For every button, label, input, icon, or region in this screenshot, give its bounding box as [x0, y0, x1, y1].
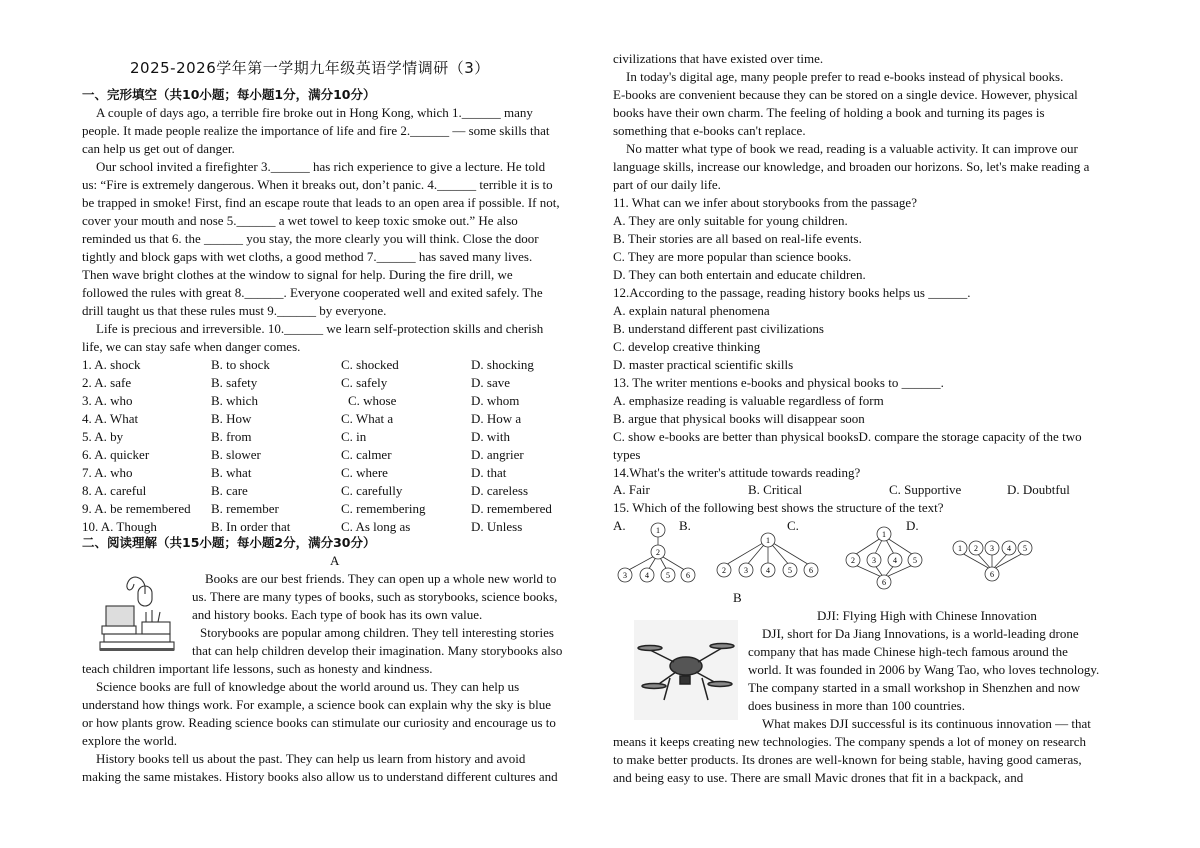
diagram-node-label: 6 — [809, 566, 813, 575]
pblines-line: does business in more than 100 countries. — [748, 698, 965, 713]
cloze-option: C. carefully — [341, 483, 403, 498]
s1lines-line: can help us get out of danger. — [82, 141, 235, 156]
pblines-line: DJI, short for Da Jiang Innovations, is a world-leading drone — [762, 626, 1079, 641]
cloze-option: D. save — [471, 375, 510, 390]
q15-label-c: C. — [787, 518, 799, 533]
cloze-option: 9. A. be remembered — [82, 501, 191, 516]
rlines-line: something that e-books can't replace. — [613, 123, 806, 138]
diagram-node-label: 1 — [766, 536, 770, 545]
diagram-node-label: 3 — [990, 544, 994, 553]
s1lines-line: life, we can stay safe when danger comes. — [82, 339, 301, 354]
palines-line: that can help children develop their imagination. Many storybooks also — [192, 643, 563, 658]
cloze-option: 5. A. by — [82, 429, 124, 444]
q14-option: D. Doubtful — [1007, 482, 1070, 497]
s1lines-line: tightly and block gaps with wet cloths, a good method 7.______ has saved many lives. — [82, 249, 533, 264]
q15-label-b: B. — [679, 518, 691, 533]
cloze-option: C. shocked — [341, 357, 399, 372]
diagram-node-label: 5 — [913, 556, 917, 565]
cloze-option: 10. A. Though — [82, 519, 157, 534]
rlines-line: books have their own charm. The feeling of holding a book and turning its pages is — [613, 105, 1045, 120]
cloze-option: B. to shock — [211, 357, 270, 372]
s1lines-line: Life is precious and irreversible. 10.______ we learn self-protection skills and cherish — [96, 321, 544, 336]
rlines-line: In today's digital age, many people prefer to read e-books instead of physical books. — [626, 69, 1064, 84]
section1-heading: 一、完形填空（共10小题；每小题1分，满分10分） — [82, 87, 376, 102]
diagram-node-label: 2 — [851, 556, 855, 565]
rlines-line: D. They can both entertain and educate children. — [613, 267, 866, 282]
cloze-option: B. from — [211, 429, 252, 444]
s1lines-line: reminded us that 6. the ______ you stay, the more clearly you will think. Close the door — [82, 231, 539, 246]
section2-heading: 二、阅读理解（共15小题；每小题2分，满分30分） — [82, 535, 376, 550]
cloze-option: 4. A. What — [82, 411, 139, 426]
passage-a-label: A — [330, 553, 340, 568]
rlines-line: C. They are more popular than science books. — [613, 249, 852, 264]
diagram-node-label: 6 — [882, 578, 886, 587]
cloze-option: B. care — [211, 483, 248, 498]
diagram-node-label: 5 — [1023, 544, 1027, 553]
palines-line: us. There are many types of books, such as storybooks, science books, — [192, 589, 558, 604]
cloze-option: D. shocking — [471, 357, 534, 372]
cloze-option: B. which — [211, 393, 258, 408]
cloze-option: B. remember — [211, 501, 279, 516]
rlines-line: types — [613, 447, 641, 462]
rlines-line: E-books are convenient because they can be stored on a single device. However, physical — [613, 87, 1078, 102]
cloze-option: 1. A. shock — [82, 357, 141, 372]
diagram-node-label: 2 — [656, 548, 660, 557]
palines-line: Science books are full of knowledge about the world around us. They can help us — [96, 679, 520, 694]
diagram-node-label: 1 — [656, 526, 660, 535]
drone-image — [634, 620, 738, 720]
s1lines-line: be trapped in smoke! First, find an escape route that leads to an open area if possible. If not, — [82, 195, 560, 210]
pblines-line: What makes DJI successful is its continuous innovation — that — [762, 716, 1091, 731]
palines-line: explore the world. — [82, 733, 177, 748]
cloze-option: D. with — [471, 429, 510, 444]
cloze-option: 7. A. who — [82, 465, 133, 480]
diagram-node-label: 1 — [958, 544, 962, 553]
cloze-option: C. safely — [341, 375, 388, 390]
diagram-node-label: 2 — [722, 566, 726, 575]
pblines-line: world. It was founded in 2006 by Wang Tao, who loves technology. — [748, 662, 1100, 677]
s1lines-line: cover your mouth and nose 5.______ a wet towel to keep toxic smoke out.” He also — [82, 213, 518, 228]
q15-bottom-label: B — [733, 590, 742, 605]
rlines-line: A. explain natural phenomena — [613, 303, 770, 318]
pblines-line: means it keeps creating new technologies. The company spends a lot of money on research — [613, 734, 1087, 749]
diagram-node-label: 5 — [788, 566, 792, 575]
s1lines-line: us: “Fire is extremely dangerous. When it breaks out, don’t panic. 4.______ terrible it is to — [82, 177, 553, 192]
rlines-line: C. show e-books are better than physical booksD. compare the storage capacity of the two — [613, 429, 1082, 444]
diagram-node-label: 3 — [623, 571, 627, 580]
q15-label-a: A. — [613, 518, 626, 533]
palines-line: and history books. Each type of book has its own value. — [192, 607, 483, 622]
s1lines-line: people. It made people realize the importance of life and fire 2.______ — some skills that — [82, 123, 550, 138]
cloze-option: C. whose — [348, 393, 397, 408]
cloze-option: C. where — [341, 465, 388, 480]
cloze-option: C. remembering — [341, 501, 426, 516]
rlines-line: 14.What's the writer's attitude towards reading? — [613, 465, 861, 480]
passage-b-title: DJI: Flying High with Chinese Innovation — [817, 608, 1037, 623]
cloze-option: C. What a — [341, 411, 394, 426]
palines-line: or how plants grow. Reading science books can stimulate our curiosity and encourage us to — [82, 715, 556, 730]
cloze-option: C. As long as — [341, 519, 411, 534]
q15-label-d: D. — [906, 518, 919, 533]
s1lines-line: A couple of days ago, a terrible fire broke out in Hong Kong, which 1.______ many — [96, 105, 533, 120]
cloze-option: D. remembered — [471, 501, 552, 516]
diagram-node-label: 6 — [686, 571, 690, 580]
cloze-option: B. How — [211, 411, 252, 426]
cloze-option: D. How a — [471, 411, 522, 426]
diagram-node-label: 6 — [990, 570, 994, 579]
rlines-line: C. develop creative thinking — [613, 339, 761, 354]
cloze-option: B. safety — [211, 375, 258, 390]
rlines-line: language skills, increase our knowledge, and broaden our horizons. So, let's make reading a — [613, 159, 1090, 174]
rlines-line: No matter what type of book we read, reading is a valuable activity. It can improve our — [626, 141, 1078, 156]
palines-line: making the same mistakes. History books also allow us to understand different cultures and — [82, 769, 558, 784]
pblines-line: and being easy to use. There are small Mavic drones that fit in a backpack, and — [613, 770, 1024, 785]
diagram-node-label: 2 — [974, 544, 978, 553]
diagram-node-label: 4 — [645, 571, 649, 580]
s1lines-line: followed the rules with great 8.______. Everyone cooperated well and exited safely. The — [82, 285, 543, 300]
cloze-option: B. slower — [211, 447, 261, 462]
palines-line: understand how things work. For example, a science book can explain why the sky is blue — [82, 697, 551, 712]
palines-line: Books are our best friends. They can open up a whole new world to — [205, 571, 557, 586]
rlines-line: 12.According to the passage, reading history books helps us ______. — [613, 285, 971, 300]
rlines-line: civilizations that have existed over time. — [613, 51, 824, 66]
cloze-option: C. calmer — [341, 447, 392, 462]
books-illustration — [92, 572, 188, 658]
cloze-option: 2. A. safe — [82, 375, 132, 390]
q14-option: C. Supportive — [889, 482, 962, 497]
diagram-node-label: 4 — [766, 566, 770, 575]
palines-line: teach children important life lessons, such as honesty and kindness. — [82, 661, 433, 676]
cloze-option: D. whom — [471, 393, 520, 408]
diagram-node-label: 3 — [872, 556, 876, 565]
diagram-node-label: 4 — [893, 556, 897, 565]
rlines-line: A. They are only suitable for young children. — [613, 213, 848, 228]
cloze-option: 8. A. careful — [82, 483, 147, 498]
diagram-node-label: 5 — [666, 571, 670, 580]
diagram-node-label: 3 — [744, 566, 748, 575]
rlines-line: 11. What can we infer about storybooks from the passage? — [613, 195, 917, 210]
rlines-line: part of our daily life. — [613, 177, 721, 192]
pblines-line: company that has made Chinese high-tech famous around the — [748, 644, 1068, 659]
rlines-line: A. emphasize reading is valuable regardless of form — [613, 393, 884, 408]
cloze-option: 6. A. quicker — [82, 447, 150, 462]
pblines-line: to make better products. Its drones are well-known for being stable, having good cameras, — [613, 752, 1082, 767]
rlines-line: B. Their stories are all based on real-life events. — [613, 231, 862, 246]
diagram-node-label: 4 — [1007, 544, 1011, 553]
s1lines-line: Then wave bright clothes at the window to signal for help. During the fire drill, we — [82, 267, 513, 282]
cloze-option: D. Unless — [471, 519, 523, 534]
cloze-option: B. what — [211, 465, 252, 480]
rlines-line: B. understand different past civilizations — [613, 321, 824, 336]
rlines-line: B. argue that physical books will disappear soon — [613, 411, 865, 426]
s1lines-line: drill taught us that these rules must 9.______ by everyone. — [82, 303, 387, 318]
pblines-line: The company started in a small workshop in Shenzhen and now — [748, 680, 1081, 695]
s1lines-line: Our school invited a firefighter 3.______ has rich experience to give a lecture. He told — [96, 159, 546, 174]
cloze-option: C. in — [341, 429, 367, 444]
cloze-option: D. angrier — [471, 447, 524, 462]
rlines-line: D. master practical scientific skills — [613, 357, 794, 372]
q14-option: A. Fair — [613, 482, 650, 497]
structure-diagrams — [612, 520, 1042, 592]
cloze-option: B. In order that — [211, 519, 291, 534]
palines-line: History books tell us about the past. They can help us learn from history and avoid — [96, 751, 526, 766]
cloze-option: D. that — [471, 465, 507, 480]
cloze-option: D. careless — [471, 483, 529, 498]
q14-option: B. Critical — [748, 482, 803, 497]
page-title: 2025-2026学年第一学期九年级英语学情调研（3） — [130, 59, 490, 77]
diagram-node-label: 1 — [882, 530, 886, 539]
rlines-line: 13. The writer mentions e-books and physical books to ______. — [613, 375, 944, 390]
palines-line: Storybooks are popular among children. They tell interesting stories — [200, 625, 554, 640]
cloze-option: 3. A. who — [82, 393, 133, 408]
q15-question: 15. Which of the following best shows the structure of the text? — [613, 500, 944, 515]
